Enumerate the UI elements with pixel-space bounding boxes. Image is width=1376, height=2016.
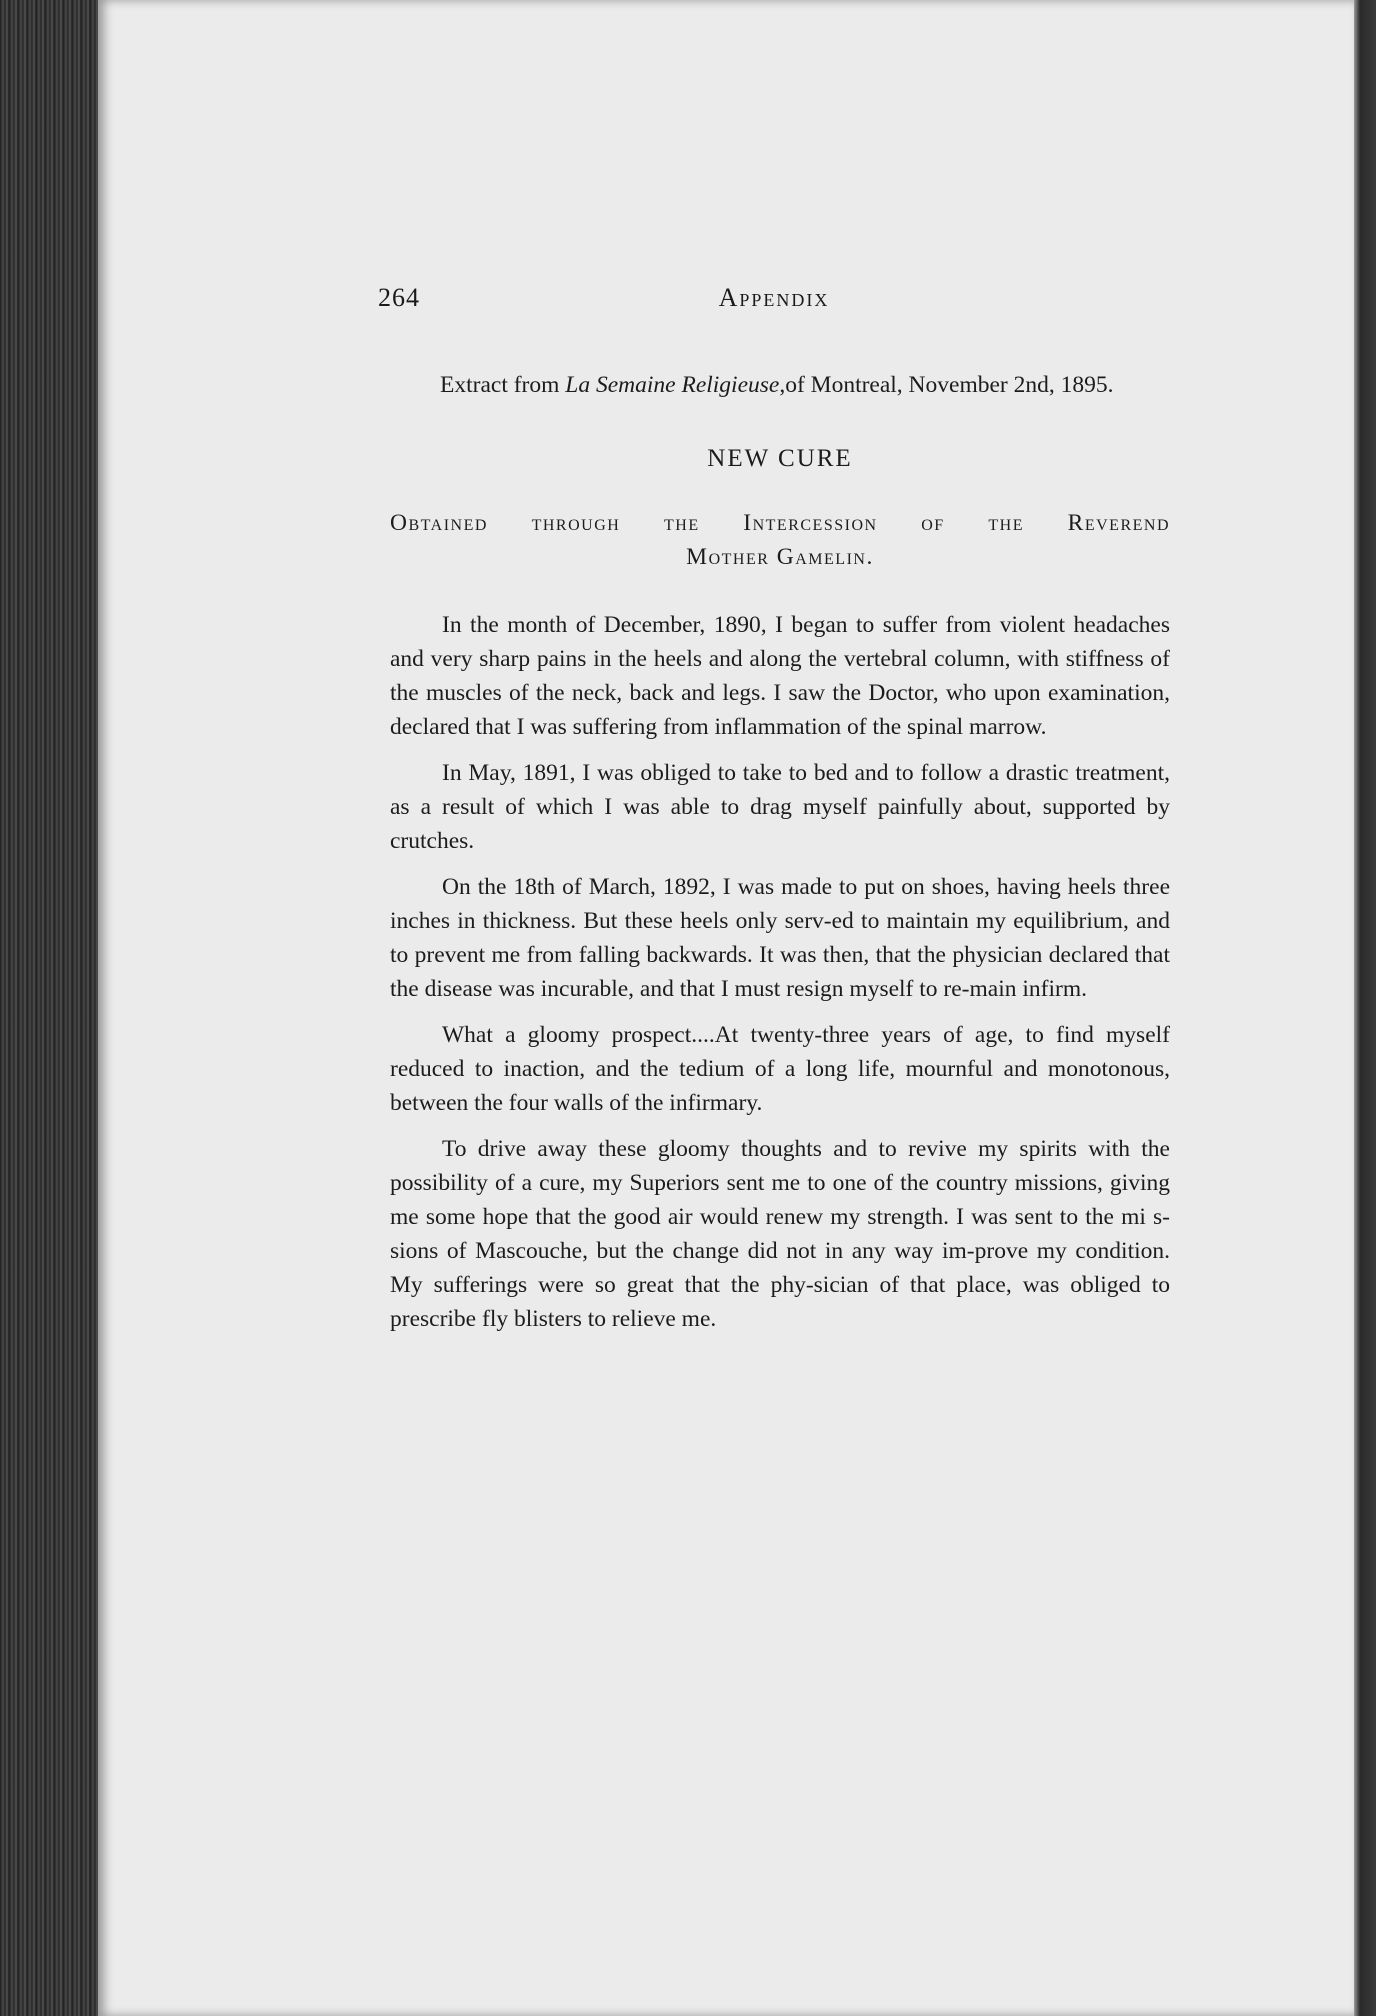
- extract-source-line: [390, 368, 1170, 402]
- publication-name: La Semaine Religieuse: [565, 372, 780, 398]
- subtitle-line-2: Mother Gamelin.: [686, 544, 874, 570]
- body-paragraph: In May, 1891, I was obliged to take to bed and to follow a drastic treatment, as a result of which I was able to drag myself painfully about, supported by crutches.: [390, 760, 1170, 854]
- page-header: [378, 283, 1170, 323]
- extract-suffix: ,of Montreal, November 2nd, 1895.: [779, 372, 1114, 398]
- body-paragraph: On the 18th of March, 1892, I was made to put on shoes, having heels three inches in thickness. But these heels only serv-ed to maintain my equilibrium, and to prevent me from falling backwards. It was then, that the physician declared that the disease was incurable, and that I must resign myself to re-main infirm.: [390, 874, 1170, 1002]
- extract-prefix: Extract from: [440, 372, 566, 398]
- article-title: NEW CURE: [707, 445, 853, 472]
- body-paragraph: To drive away these gloomy thoughts and to revive my spirits with the possibility of a cure, my Superiors sent me to one of the country missions, giving me some hope that the good air would renew my strength. I was sent to the mi s-sions of Mascouche, but the change did not in any way im-prove my condition. My sufferings were so great that the phy-sician of that place, was obliged to prescribe fly blisters to relieve me.: [390, 1136, 1170, 1332]
- running-head: Appendix: [718, 283, 830, 312]
- body-paragraph: What a gloomy prospect....At twenty-three years of age, to find myself reduced to inaction, and the tedium of a long life, mournful and monotonous, between the four walls of the infirmary.: [390, 1022, 1170, 1116]
- subtitle-line-1: Obtained through the Intercession of the Reverend: [390, 510, 1170, 536]
- book-spine-edge: [0, 0, 104, 2016]
- article-subtitle: [390, 506, 1170, 574]
- page-right-edge: [1354, 0, 1376, 2016]
- page-number: 264: [378, 283, 420, 312]
- page-body: [390, 368, 1170, 1348]
- body-paragraph: In the month of December, 1890, I began to suffer from violent headaches and very sharp pains in the heels and along the vertebral column, with stiffness of the muscles of the neck, back and legs. I saw the Doctor, who upon examination, declared that I was suffering from inflammation of the spinal marrow.: [390, 612, 1170, 740]
